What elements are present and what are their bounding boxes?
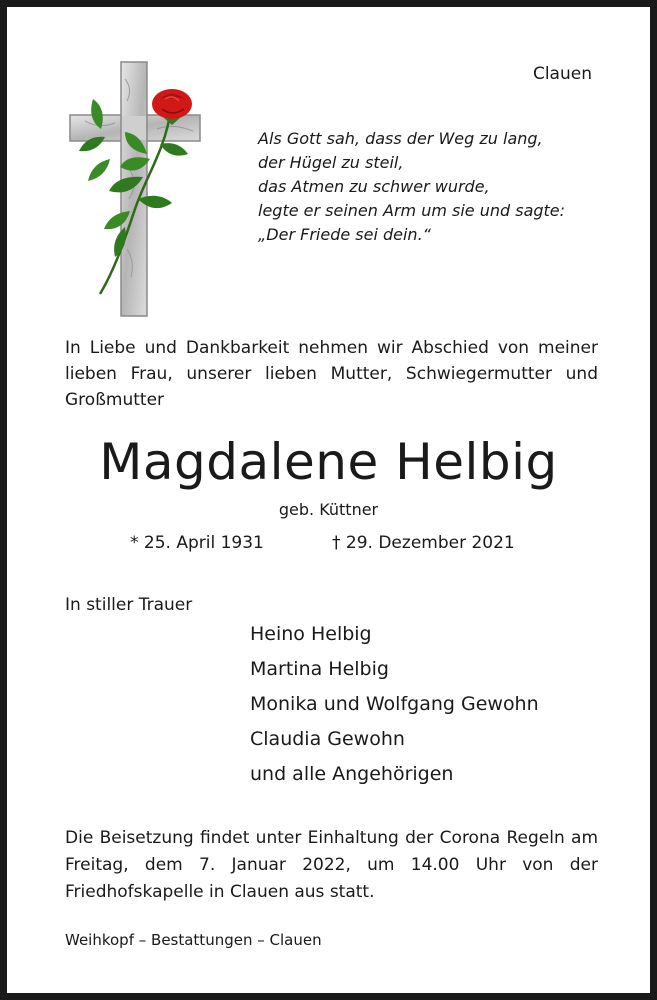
poem-line: der Hügel zu steil, <box>258 153 404 172</box>
mourner-name: Claudia Gewohn <box>250 728 405 750</box>
birth-date: * 25. April 1931 <box>130 533 264 553</box>
undertaker: Weihkopf – Bestattungen – Clauen <box>65 931 322 949</box>
mourner-name: Heino Helbig <box>250 623 372 645</box>
place-name: Clauen <box>532 64 592 84</box>
death-date: † 29. Dezember 2021 <box>332 533 515 553</box>
mourning-label: In stiller Trauer <box>65 595 193 615</box>
mourner-name: Monika und Wolfgang Gewohn <box>250 693 539 715</box>
mourner-name: Martina Helbig <box>250 658 389 680</box>
mourner-name: und alle Angehörigen <box>250 763 454 785</box>
deceased-name: Magdalene Helbig <box>99 433 558 491</box>
mourners-list <box>250 617 539 792</box>
cross-with-rose-icon <box>65 59 210 321</box>
poem-line: „Der Friede sei dein.“ <box>258 225 431 244</box>
funeral-info: Die Beisetzung findet unter Einhaltung der Corona Regeln am Freitag, dem 7. Januar 2022, um 14.00 Uhr von der Friedhofskapelle in Clauen aus statt. <box>65 828 598 902</box>
poem-line: Als Gott sah, dass der Weg zu lang, <box>258 129 543 148</box>
poem-line: das Atmen zu schwer wurde, <box>258 177 490 196</box>
poem <box>258 127 565 247</box>
intro-text: In Liebe und Dankbarkeit nehmen wir Abschied von meiner lieben Frau, unserer lieben Mutter, Schwiegermutter und Großmutter <box>65 338 598 410</box>
poem-line: legte er seinen Arm um sie und sagte: <box>258 201 566 220</box>
maiden-name: geb. Küttner <box>278 500 379 519</box>
